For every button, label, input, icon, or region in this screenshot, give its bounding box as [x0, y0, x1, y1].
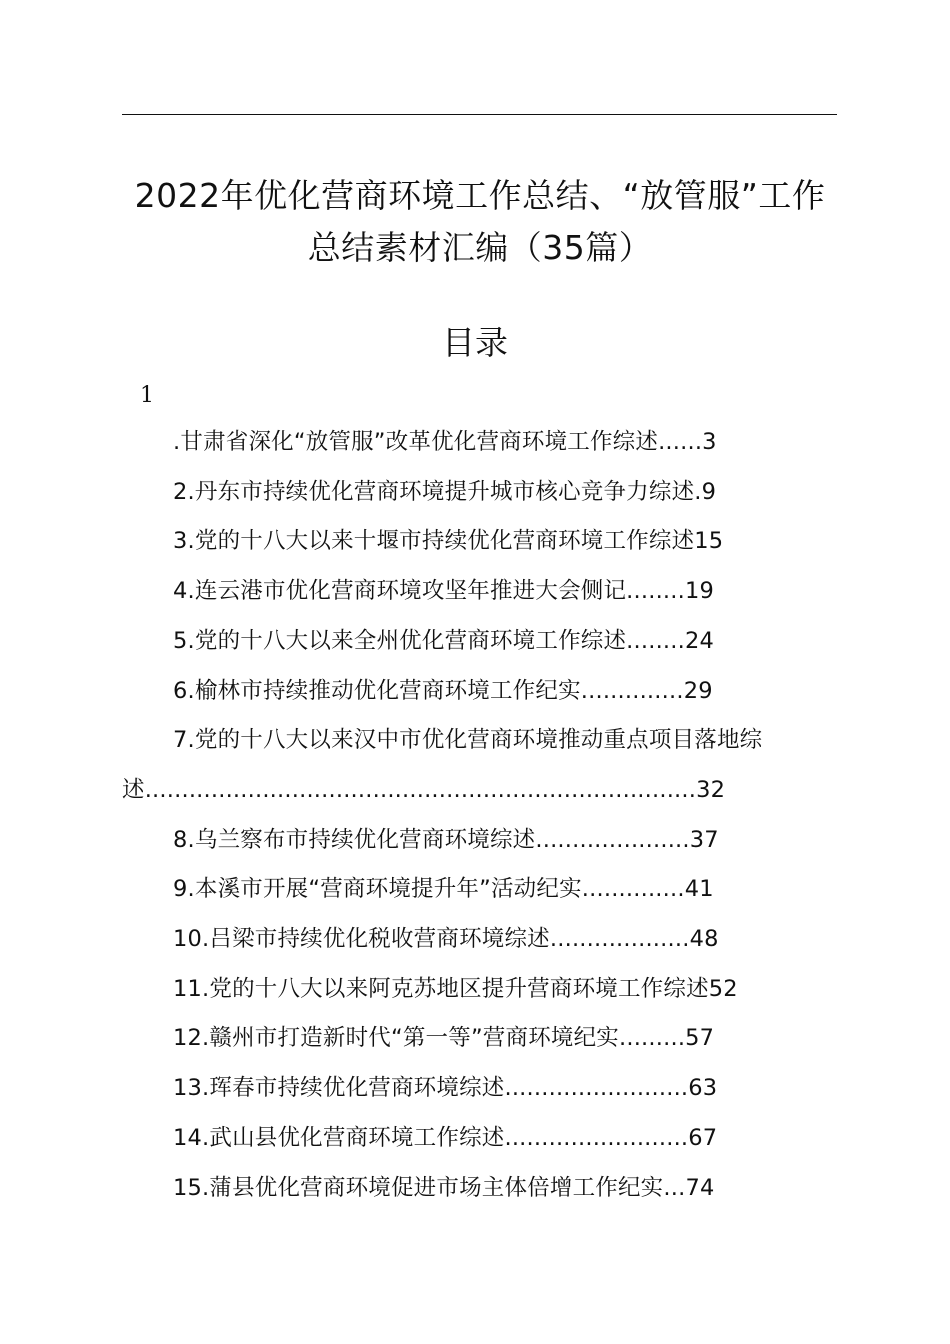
toc-entry-15[interactable]: 15.蒲县优化营商环境促进市场主体倍增工作纪实...74: [173, 1174, 715, 1201]
toc-entry-7[interactable]: 7.党的十八大以来汉中市优化营商环境推动重点项目落地综 述...........................................................................32: [122, 727, 763, 803]
document-title: [110, 170, 850, 274]
toc-entry-8[interactable]: 8.乌兰察布市持续优化营商环境综述.....................37: [173, 826, 719, 853]
title-line-2: 总结素材汇编（35篇）: [307, 228, 653, 267]
toc-entry-2[interactable]: 2.丹东市持续优化营商环境提升城市核心竞争力综述.9: [173, 478, 717, 505]
toc-entry-9[interactable]: 9.本溪市开展“营商环境提升年”活动纪实..............41: [173, 876, 714, 903]
toc-entry-4[interactable]: 4.连云港市优化营商环境攻坚年推进大会侧记........19: [173, 578, 715, 605]
header-rule: [122, 114, 837, 115]
toc-entry-6[interactable]: 6.榆林市持续推动优化营商环境工作纪实..............29: [173, 677, 713, 704]
page-number-marker: 1: [140, 383, 154, 408]
toc-entry-12[interactable]: 12.赣州市打造新时代“第一等”营商环境纪实.........57: [173, 1025, 715, 1052]
toc-entry-11[interactable]: 11.党的十八大以来阿克苏地区提升营商环境工作综述52: [173, 975, 738, 1002]
toc-heading: 目录: [442, 323, 508, 362]
toc-entry-13[interactable]: 13.珲春市持续优化营商环境综述.........................63: [173, 1075, 718, 1102]
toc-entry-3[interactable]: 3.党的十八大以来十堰市持续优化营商环境工作综述15: [173, 528, 724, 555]
toc-entry-10[interactable]: 10.吕梁市持续优化税收营商环境综述...................48: [173, 926, 719, 953]
title-line-1: 2022年优化营商环境工作总结、“放管服”工作: [134, 176, 826, 215]
toc-entry-1[interactable]: .甘肃省深化“放管服”改革优化营商环境工作综述......3: [173, 429, 717, 455]
toc-entry-14[interactable]: 14.武山县优化营商环境工作综述.........................67: [173, 1124, 718, 1151]
toc-entry-5[interactable]: 5.党的十八大以来全州优化营商环境工作综述........24: [173, 627, 715, 654]
table-of-contents: [122, 418, 840, 1213]
